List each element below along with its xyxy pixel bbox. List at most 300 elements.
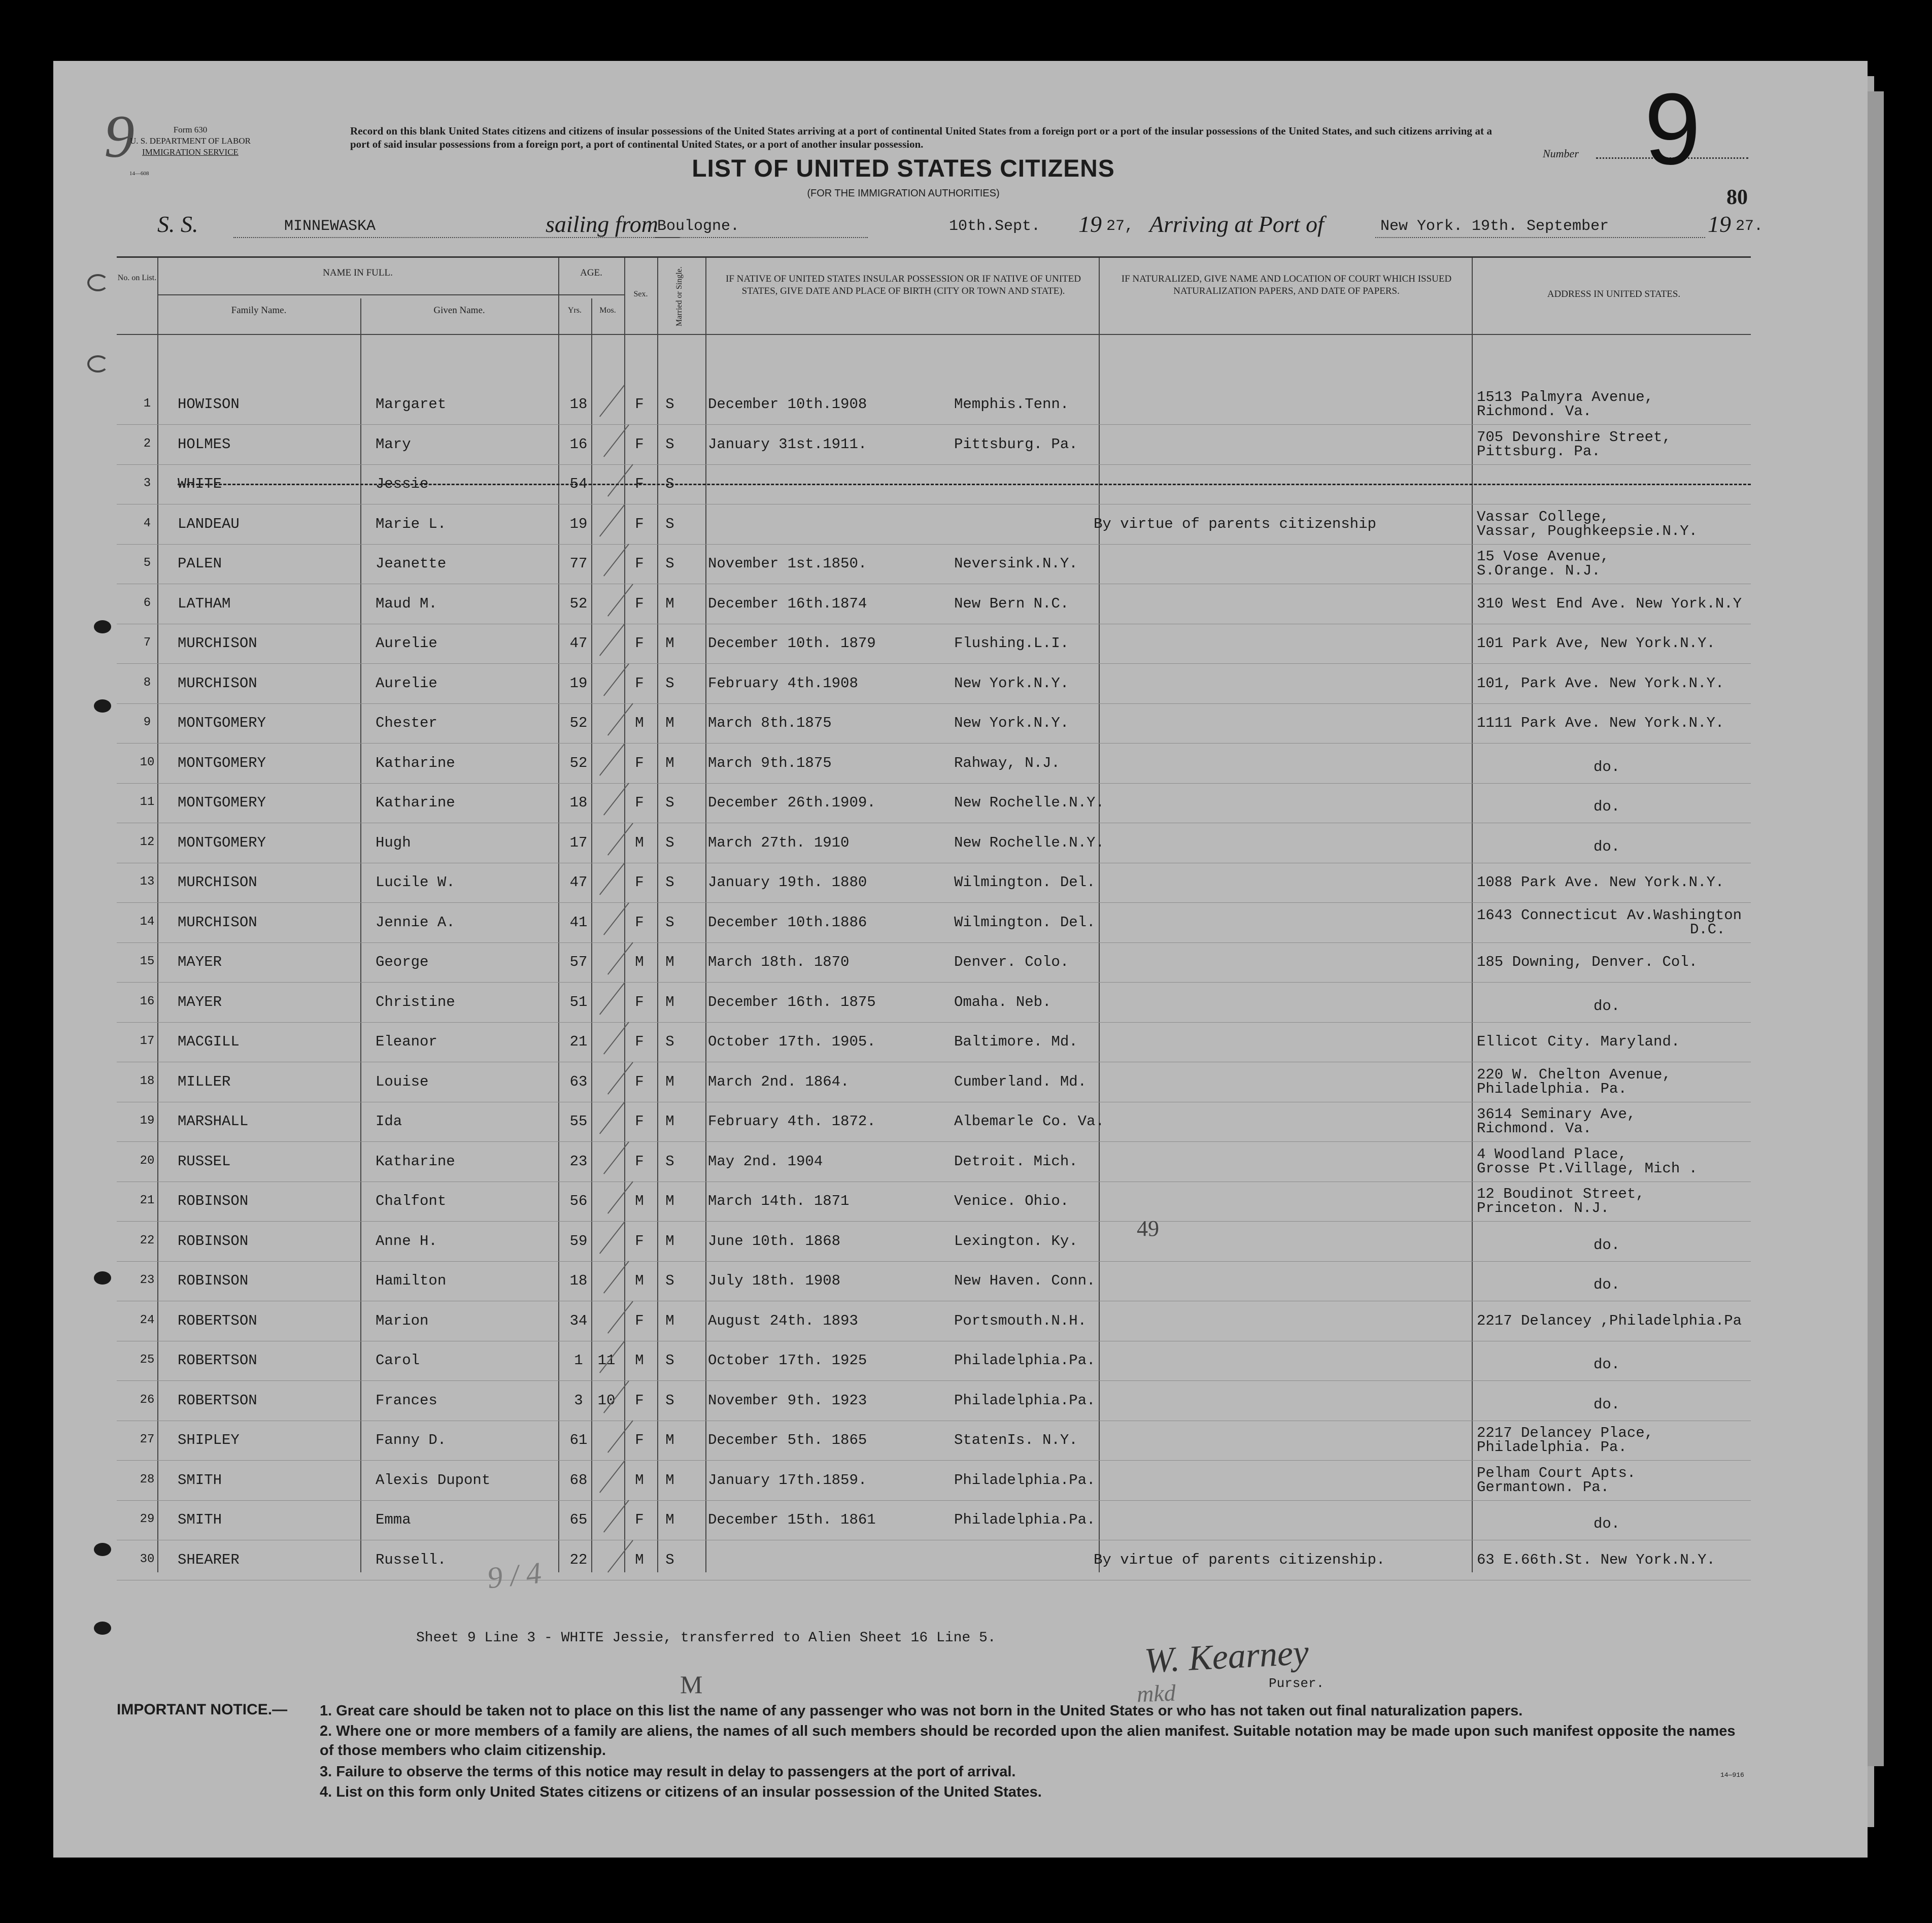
birth-place: Neversink.N.Y. <box>954 555 1078 572</box>
marital-status: M <box>665 1232 674 1250</box>
table-row <box>117 863 1751 902</box>
sex: M <box>635 1193 644 1209</box>
marital-status: M <box>665 954 674 970</box>
marital-status: M <box>665 595 674 612</box>
age-months: 10 <box>597 1392 616 1409</box>
row-number: 26 <box>140 1393 155 1407</box>
given-name: Chester <box>376 715 437 731</box>
address-line-1: do. <box>1594 997 1620 1015</box>
arrival-underline <box>1375 237 1705 238</box>
marital-status: S <box>665 435 674 453</box>
sex: F <box>635 435 644 453</box>
given-name: Fanny D. <box>376 1432 447 1448</box>
age-years: 52 <box>569 715 588 731</box>
sex: F <box>635 635 644 652</box>
address-line-1: 1111 Park Ave. New York.N.Y. <box>1477 715 1724 731</box>
marital-status: S <box>665 1352 674 1369</box>
birth-date: March 2nd. 1864. <box>708 1073 850 1090</box>
marital-status: S <box>665 396 674 413</box>
naturalization: By virtue of parents citizenship. <box>1094 1551 1385 1568</box>
arriving-label: Arriving at Port of <box>1149 211 1324 237</box>
address-line-1: Vassar College, <box>1477 508 1610 525</box>
table-row <box>117 624 1751 663</box>
check-mark <box>599 384 625 417</box>
address-line-2: Pittsburg. Pa. <box>1477 443 1601 460</box>
birth-date: February 4th.1908 <box>708 674 858 692</box>
marital-status: M <box>665 1511 674 1528</box>
address-line-1: 220 W. Chelton Avenue, <box>1477 1066 1671 1083</box>
table-row <box>117 1222 1751 1261</box>
birth-date: March 18th. 1870 <box>708 954 850 970</box>
ss-label: S. S. <box>157 211 198 237</box>
birth-place: Pittsburg. Pa. <box>954 435 1078 453</box>
ship-name: MINNEWASKA <box>284 218 376 235</box>
address-line-1: do. <box>1594 758 1620 775</box>
birth-date: October 17th. 1925 <box>708 1352 867 1369</box>
check-mark <box>599 1460 625 1493</box>
header-name-in-full: NAME IN FULL. <box>323 267 393 278</box>
sail-date: 10th.Sept. <box>949 218 1041 235</box>
sex: M <box>635 715 644 731</box>
marital-status: S <box>665 834 674 851</box>
table-row <box>117 1182 1751 1221</box>
birth-date: December 26th.1909. <box>708 794 876 811</box>
age-years: 56 <box>569 1193 588 1209</box>
marital-status: M <box>665 1073 674 1090</box>
birth-place: New Rochelle.N.Y. <box>954 834 1104 851</box>
sex: F <box>635 1153 644 1170</box>
year-prefix-1: 19 <box>1078 211 1102 237</box>
address-line-2: S.Orange. N.J. <box>1477 562 1601 579</box>
sex: F <box>635 1113 644 1130</box>
age-years: 22 <box>569 1551 588 1568</box>
birth-date: August 24th. 1893 <box>708 1312 858 1329</box>
marital-status: M <box>665 715 674 731</box>
handwritten-number: 49 <box>1137 1216 1159 1241</box>
birth-place: New Haven. Conn. <box>954 1272 1096 1289</box>
marital-status: S <box>665 1272 674 1289</box>
form-identifier <box>129 124 251 179</box>
marital-status: M <box>665 1113 674 1130</box>
address-line-2: D.C. <box>1690 921 1725 938</box>
row-number: 7 <box>143 636 151 650</box>
sex: F <box>635 1232 644 1250</box>
given-name: Marie L. <box>376 515 447 532</box>
age-years: 3 <box>574 1392 583 1409</box>
given-name: Margaret <box>376 396 447 413</box>
birth-date: March 27th. 1910 <box>708 834 850 851</box>
form-title: LIST OF UNITED STATES CITIZENS <box>692 155 1115 182</box>
birth-place: Omaha. Neb. <box>954 993 1052 1010</box>
table-row <box>117 584 1751 624</box>
voyage-line <box>157 211 1764 241</box>
birth-date: March 9th.1875 <box>708 754 832 771</box>
birth-date: February 4th. 1872. <box>708 1113 876 1130</box>
birth-place: Wilmington. Del. <box>954 874 1096 891</box>
birth-place: Albemarle Co. Va. <box>954 1113 1104 1130</box>
handwritten-mark: 9 <box>104 103 134 170</box>
table-row <box>117 823 1751 863</box>
row-number: 14 <box>140 915 155 929</box>
birth-place: Wilmington. Del. <box>954 914 1096 931</box>
table-row <box>117 1102 1751 1141</box>
address-line-1: 101 Park Ave, New York.N.Y. <box>1477 635 1715 652</box>
check-mark <box>599 982 625 1015</box>
given-name: Katharine <box>376 1153 455 1170</box>
service: IMMIGRATION SERVICE <box>142 147 239 157</box>
table-row <box>117 1540 1751 1580</box>
table-row <box>117 1461 1751 1500</box>
form-subtitle: (FOR THE IMMIGRATION AUTHORITIES) <box>807 188 1000 199</box>
table-row <box>117 1301 1751 1341</box>
birth-date: October 17th. 1905. <box>708 1033 876 1050</box>
given-name: Lucile W. <box>376 874 455 891</box>
birth-date: March 14th. 1871 <box>708 1193 850 1209</box>
given-name: Christine <box>376 993 455 1010</box>
address-line-2: Princeton. N.J. <box>1477 1200 1610 1217</box>
age-years: 34 <box>569 1312 588 1329</box>
table-row <box>117 783 1751 823</box>
sex: F <box>635 1511 644 1528</box>
sex: F <box>635 754 644 771</box>
table-row <box>117 385 1751 424</box>
marital-status: S <box>665 1551 674 1568</box>
sex: F <box>635 476 644 492</box>
birth-date: November 1st.1850. <box>708 555 867 572</box>
age-years: 51 <box>569 993 588 1010</box>
address-line-1: 4 Woodland Place, <box>1477 1145 1627 1163</box>
age-years: 77 <box>569 555 588 572</box>
address-line-1: 1088 Park Ave. New York.N.Y. <box>1477 874 1724 891</box>
age-years: 55 <box>569 1113 588 1130</box>
birth-date: December 10th.1886 <box>708 914 867 931</box>
table-row <box>117 703 1751 743</box>
row-number: 3 <box>143 477 151 490</box>
year-2: 27. <box>1736 218 1764 235</box>
marital-status: S <box>665 1033 674 1050</box>
family-name: ROBERTSON <box>178 1392 257 1409</box>
from-port: Boulogne. <box>657 218 740 235</box>
address-line-1: Pelham Court Apts. <box>1477 1464 1636 1481</box>
family-name: MAYER <box>178 954 222 970</box>
birth-place: Philadelphia.Pa. <box>954 1511 1096 1528</box>
age-years: 52 <box>569 754 588 771</box>
address-line-1: 705 Devonshire Street, <box>1477 428 1671 446</box>
row-number: 17 <box>140 1034 155 1048</box>
row-number: 4 <box>143 516 151 530</box>
row-number: 23 <box>140 1273 155 1287</box>
naturalization: By virtue of parents citizenship <box>1094 515 1376 532</box>
sex: F <box>635 396 644 413</box>
row-number: 6 <box>143 596 151 610</box>
age-years: 18 <box>569 396 588 413</box>
row-number: 27 <box>140 1433 155 1446</box>
sex: M <box>635 1352 644 1369</box>
age-months: 11 <box>597 1352 616 1369</box>
birth-place: New York.N.Y. <box>954 715 1069 731</box>
stamp-number: 80 <box>1726 186 1748 209</box>
address-line-1: 2217 Delancey Place, <box>1477 1425 1654 1441</box>
family-name: LANDEAU <box>178 515 240 532</box>
header-address: ADDRESS IN UNITED STATES. <box>1547 289 1681 299</box>
address-line-2: Vassar, Poughkeepsie.N.Y. <box>1477 522 1698 539</box>
family-name: HOWISON <box>178 396 240 413</box>
marital-status: M <box>665 1193 674 1209</box>
family-name: WHITE <box>178 476 222 492</box>
address-line-2: Germantown. Pa. <box>1477 1478 1610 1496</box>
sex: F <box>635 1312 644 1329</box>
family-name: MACGILL <box>178 1033 240 1050</box>
marital-status: S <box>665 1392 674 1409</box>
family-name: MURCHISON <box>178 874 257 891</box>
table-row <box>117 504 1751 544</box>
family-name: ROBERTSON <box>178 1312 257 1329</box>
table-row <box>117 544 1751 584</box>
given-name: Hamilton <box>376 1272 447 1289</box>
sex: M <box>635 1272 644 1289</box>
sex: F <box>635 1033 644 1050</box>
form-number: Form 630 <box>173 125 208 134</box>
sex: M <box>635 954 644 970</box>
arrival-port-date: New York. 19th. September <box>1380 218 1609 235</box>
marital-status: M <box>665 1471 674 1489</box>
header-yrs: Yrs. <box>567 306 582 315</box>
department: U. S. DEPARTMENT OF LABOR <box>130 136 251 146</box>
header-given-name: Given Name. <box>433 305 485 316</box>
family-name: ROBINSON <box>178 1193 249 1209</box>
age-years: 19 <box>569 515 588 532</box>
given-name: Alexis Dupont <box>376 1471 491 1489</box>
purser-signature: W. Kearney <box>1143 1633 1310 1681</box>
row-number: 21 <box>140 1194 155 1207</box>
row-number: 22 <box>140 1233 155 1247</box>
header-mos: Mos. <box>599 306 616 315</box>
birth-place: Rahway, N.J. <box>954 754 1060 771</box>
marital-status: M <box>665 993 674 1010</box>
address-line-1: 12 Boudinot Street, <box>1477 1186 1645 1202</box>
row-number: 10 <box>140 755 155 769</box>
footer-code: 14—916 <box>1720 1771 1744 1779</box>
age-years: 54 <box>569 476 588 492</box>
table-row <box>117 1062 1751 1102</box>
marital-status: M <box>665 754 674 771</box>
row-number: 15 <box>140 955 155 968</box>
family-name: MURCHISON <box>178 635 257 652</box>
header-naturalized: IF NATURALIZED, GIVE NAME AND LOCATION OF COURT WHICH ISSUED NATURALIZATION PAPERS, AND DATE OF PAPERS. <box>1121 274 1452 296</box>
family-name: PALEN <box>178 555 222 572</box>
family-name: MONTGOMERY <box>178 715 266 731</box>
address-line-1: do. <box>1594 1396 1620 1413</box>
row-number: 16 <box>140 994 155 1008</box>
table-row <box>117 664 1751 703</box>
given-name: Ida <box>376 1113 402 1130</box>
table-row <box>117 744 1751 783</box>
family-name: RUSSEL <box>178 1153 231 1170</box>
transfer-note: Sheet 9 Line 3 - WHITE Jessie, transferred to Alien Sheet 16 Line 5. <box>416 1630 996 1646</box>
birth-date: March 8th.1875 <box>708 715 832 731</box>
birth-date: November 9th. 1923 <box>708 1392 867 1409</box>
family-name: LATHAM <box>178 595 231 612</box>
binder-hole <box>94 1271 111 1285</box>
birth-place: Cumberland. Md. <box>954 1073 1087 1090</box>
birth-date: June 10th. 1868 <box>708 1232 841 1250</box>
binder-hole <box>94 1622 111 1635</box>
binder-hole <box>94 699 111 713</box>
purser-label: Purser. <box>1269 1676 1325 1691</box>
notice-item-4: 4. List on this form only United States citizens or citizens of an insular possession of the United States. <box>320 1784 1042 1800</box>
birth-date: December 10th. 1879 <box>708 635 876 652</box>
given-name: Maud M. <box>376 595 437 612</box>
birth-date: January 19th. 1880 <box>708 874 867 891</box>
address-line-1: 1643 Connecticut Av.Washington <box>1477 906 1742 924</box>
family-name: MONTGOMERY <box>178 834 266 851</box>
age-years: 65 <box>569 1511 588 1528</box>
age-years: 63 <box>569 1073 588 1090</box>
sailing-label: sailing from <box>546 211 658 237</box>
given-name: Jessie <box>376 476 429 492</box>
marital-status: S <box>665 515 674 532</box>
birth-date: December 16th.1874 <box>708 595 867 612</box>
row-number: 12 <box>140 835 155 849</box>
row-number: 25 <box>140 1353 155 1367</box>
family-name: MONTGOMERY <box>178 754 266 771</box>
row-number: 19 <box>140 1114 155 1128</box>
form-code: 14—608 <box>129 171 149 177</box>
row-number: 13 <box>140 875 155 889</box>
form-instructions: Record on this blank United States citizens and citizens of insular possessions of the United States arriving at a port of continental United States from a foreign port or a port of the insular possessions of the United States, and such citizens arriving at a port of said insular possessions from a foreign port, a port of continental United States, or a port of another insular possession. <box>350 125 1492 150</box>
birth-place: Memphis.Tenn. <box>954 396 1069 413</box>
given-name: Anne H. <box>376 1232 437 1250</box>
given-name: Chalfont <box>376 1193 447 1209</box>
given-name: Louise <box>376 1073 429 1090</box>
address-line-1: 15 Vose Avenue, <box>1477 548 1610 565</box>
table-row <box>117 903 1751 942</box>
marital-status: S <box>665 1153 674 1170</box>
age-years: 41 <box>569 914 588 931</box>
marital-status: M <box>665 1432 674 1448</box>
birth-date: January 31st.1911. <box>708 435 867 453</box>
address-line-1: 1513 Palmyra Avenue, <box>1477 389 1654 406</box>
address-line-1: 63 E.66th.St. New York.N.Y. <box>1477 1551 1715 1568</box>
header-married: Married or Single. <box>675 266 684 326</box>
family-name: MURCHISON <box>178 674 257 692</box>
birth-place: Portsmouth.N.H. <box>954 1312 1087 1329</box>
pencil-annotation: 9 / 4 <box>485 1556 543 1595</box>
sheet-number: 9 <box>1644 73 1701 186</box>
birth-place: Flushing.L.I. <box>954 635 1069 652</box>
check-mark <box>599 1101 625 1134</box>
address-line-1: 310 West End Ave. New York.N.Y <box>1477 595 1742 612</box>
address-line-1: 3614 Seminary Ave, <box>1477 1106 1636 1123</box>
birth-date: January 17th.1859. <box>708 1471 867 1489</box>
sex: M <box>635 1471 644 1489</box>
given-name: Aurelie <box>376 674 437 692</box>
table-row <box>117 464 1751 504</box>
birth-place: Philadelphia.Pa. <box>954 1392 1096 1409</box>
row-number: 8 <box>143 676 151 690</box>
family-name: SHIPLEY <box>178 1432 240 1448</box>
year-1: 27, <box>1106 218 1134 235</box>
birth-place: Detroit. Mich. <box>954 1153 1078 1170</box>
header-family-name: Family Name. <box>231 305 287 316</box>
family-name: ROBERTSON <box>178 1352 257 1369</box>
number-label: Number <box>1543 147 1579 160</box>
address-line-2: Philadelphia. Pa. <box>1477 1439 1627 1456</box>
marital-status: S <box>665 874 674 891</box>
birth-place: New Rochelle.N.Y. <box>954 794 1104 811</box>
address-line-1: 101, Park Ave. New York.N.Y. <box>1477 674 1724 692</box>
given-name: Katharine <box>376 754 455 771</box>
family-name: MILLER <box>178 1073 231 1090</box>
sex: F <box>635 874 644 891</box>
given-name: Eleanor <box>376 1033 437 1050</box>
sex: F <box>635 794 644 811</box>
family-name: MAYER <box>178 993 222 1010</box>
birth-place: StatenIs. N.Y. <box>954 1432 1078 1448</box>
sex: F <box>635 595 644 612</box>
row-number: 20 <box>140 1154 155 1168</box>
family-name: SMITH <box>178 1471 222 1489</box>
birth-place: Philadelphia.Pa. <box>954 1352 1096 1369</box>
row-number: 30 <box>140 1552 155 1566</box>
check-mark <box>599 504 625 536</box>
birth-place: Lexington. Ky. <box>954 1232 1078 1250</box>
table-row <box>117 425 1751 464</box>
check-mark <box>599 743 625 775</box>
row-number: 1 <box>143 397 151 411</box>
row-number: 29 <box>140 1512 155 1526</box>
address-line-2: Richmond. Va. <box>1477 403 1592 420</box>
birth-date: December 15th. 1861 <box>708 1511 876 1528</box>
age-years: 61 <box>569 1432 588 1448</box>
handwritten-initials: M <box>680 1670 703 1699</box>
sex: M <box>635 1551 644 1568</box>
table-row <box>117 1142 1751 1182</box>
address-line-2: Richmond. Va. <box>1477 1120 1592 1137</box>
sex: F <box>635 1432 644 1448</box>
age-years: 16 <box>569 435 588 453</box>
birth-date: July 18th. 1908 <box>708 1272 841 1289</box>
sex: F <box>635 993 644 1010</box>
header-age: AGE. <box>580 267 602 278</box>
table-row <box>117 942 1751 982</box>
birth-place: Philadelphia.Pa. <box>954 1471 1096 1489</box>
age-years: 21 <box>569 1033 588 1050</box>
age-years: 17 <box>569 834 588 851</box>
check-mark <box>599 862 625 895</box>
birth-place: Venice. Ohio. <box>954 1193 1069 1209</box>
marital-status: S <box>665 914 674 931</box>
table-row <box>117 1341 1751 1380</box>
birth-place: New York.N.Y. <box>954 674 1069 692</box>
address-line-1: do. <box>1594 1515 1620 1532</box>
row-number: 11 <box>140 795 155 809</box>
check-mark <box>599 1221 625 1254</box>
birth-date: May 2nd. 1904 <box>708 1153 823 1170</box>
birth-date: December 16th. 1875 <box>708 993 876 1010</box>
sex: F <box>635 1392 644 1409</box>
address-line-1: do. <box>1594 798 1620 815</box>
table-row <box>117 1261 1751 1301</box>
sex: F <box>635 1073 644 1090</box>
family-name: MONTGOMERY <box>178 794 266 811</box>
handwritten-note: mkd <box>1136 1679 1176 1707</box>
address-line-1: 185 Downing, Denver. Col. <box>1477 954 1698 970</box>
notice-item-1: 1. Great care should be taken not to place on this list the name of any passenger who was not born in the United States or who has not taken out final naturalization papers. <box>320 1703 1523 1719</box>
age-years: 1 <box>574 1352 583 1369</box>
family-name: ROBINSON <box>178 1232 249 1250</box>
family-name: HOLMES <box>178 435 231 453</box>
